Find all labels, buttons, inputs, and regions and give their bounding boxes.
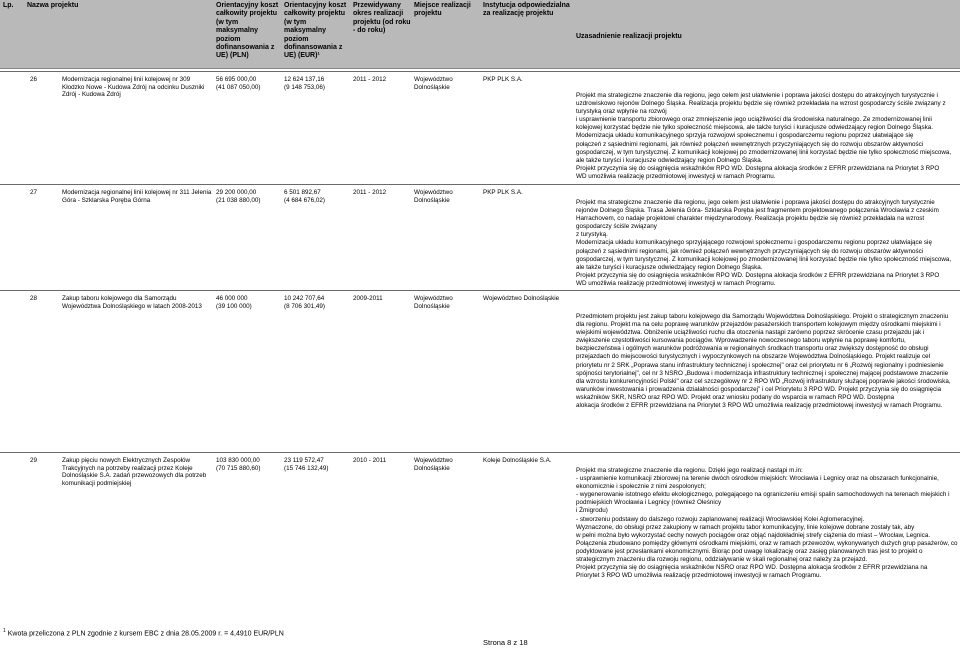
- row-justification: [576, 467, 960, 580]
- row-institution: Koleje Dolnośląskie S.A.: [483, 457, 552, 464]
- justification-line: strategicznym znaczeniu dla rozwoju regionu, oddziaływanie w skali regionalnej oraz należy za przejazd.: [576, 556, 868, 564]
- row-cost-eur: 6 501 892,67 (4 684 676,02): [284, 189, 325, 204]
- justification-line: dla regionu. Projekt ma na celu poprawę warunków przejazdów pasażerskich transportem kolejowym między ośrodkami miejskimi i: [576, 321, 941, 329]
- row-cost-pln: 103 830 000,00 (70 715 880,60): [216, 457, 261, 472]
- justification-line: Wyznaczone, do obsługi przez zakupiony w ramach projektu tabor komunikacyjny, linie kolejowe dobrane zostały tak, aby: [576, 523, 915, 531]
- row-period: 2011 - 2012: [353, 76, 387, 83]
- justification-line: priorytetu nr 2 SRK „Poprawa stanu infrastruktury technicznej i społecznej" oraz cel priorytetu nr 6 „Rozwój regionalny i podniesienie: [576, 361, 944, 369]
- justification-line: gospodarczej, w tym turystycznej. Z komunikacji kolejowej po zmodernizowanej linii korzystać będzie nie tylko społeczność miejscowa,: [576, 148, 952, 156]
- justification-line: połączeń z sąsiednimi regionami, jak również połączeń wewnętrznych przyczyniających się do rozwoju obszarów aktywności: [576, 140, 924, 148]
- row-institution: PKP PLK S.A.: [483, 189, 523, 196]
- row-period: 2011 - 2012: [353, 189, 387, 196]
- row-cost-eur: 10 242 707,64 (8 706 301,49): [284, 295, 325, 310]
- justification-line: Projekt ma strategiczne znaczenie dla regionu, jego celem jest ułatwienie i poprawa jakości dostępu do atrakcyjnych turystycznie: [576, 199, 935, 206]
- justification-line: połączeń z sąsiednimi regionami, jak również połączeń wewnętrznych przyczyniających się do rozwoju obszarów aktywności: [576, 247, 924, 255]
- justification-line: Modernizacja układu komunikacyjnego sprzyja rozwojowi społecznemu i gospodarczemu regionu poprzez ułatwiające się: [576, 132, 914, 140]
- row-institution: Województwo Dolnośląskie: [483, 295, 560, 302]
- justification-line: Harrachovem, co nadaje projektowi charakter międzynarodowy. Realizacja projektu będzie się również przekładała na wzrost: [576, 215, 925, 223]
- row-institution: PKP PLK S.A.: [483, 76, 523, 83]
- table-row: [0, 290, 960, 441]
- row-justification: [576, 92, 960, 181]
- table-row: [0, 184, 960, 287]
- row-period: 2009-2011: [353, 295, 383, 302]
- justification-line: Przedmiotem projektu jest zakup taboru kolejowego dla Samorządu Województwa Dolnośląskiego. Projekt o strategicznym znaczeniu: [576, 313, 949, 320]
- footnote-mark: 1: [3, 628, 6, 634]
- justification-line: gospodarczej, w tym turystycznej. Z komunikacji kolejowej po zmodernizowanej linii korzystać będzie nie tylko społeczność miejscowa,: [576, 255, 952, 263]
- page-number: Strona 8 z 18: [483, 638, 528, 647]
- footnote-text: Kwota przeliczona z PLN zgodnie z kursem EBC z dnia 28.05.2009 r. = 4,4910 EUR/PLN: [7, 630, 284, 638]
- justification-line: turystyką oraz wpłynie na rozwój: [576, 108, 667, 116]
- row-lp: 29: [30, 457, 38, 464]
- header-name: Nazwa projektu: [27, 2, 79, 9]
- justification-line: Modernizacja układu komunikacyjnego sprzyjającego rozwojowi społecznemu i gospodarczemu regionu poprzez ułatwiające się: [576, 239, 932, 247]
- header-cost-pln: Orientacyjny koszt całkowity projektu (w tym maksymalny poziom dofinansowania z UE) (PLN): [216, 2, 279, 60]
- justification-line: gospodarczy ściśle związany: [576, 223, 657, 231]
- header-period: Przewidywany okres realizacji projektu (od roku - do roku): [353, 2, 411, 35]
- justification-line: Projekt ma strategiczne znaczenie dla regionu. Dzięki jego realizacji nastąpi m.in:: [576, 467, 803, 474]
- row-place: Województwo Dolnośląskie: [414, 76, 453, 91]
- table-row: [0, 71, 960, 197]
- justification-line: Projekt przyczynia się do osiągnięcia wskaźników NSRO oraz RPO WD. Dostępna alokacja środków z EFRR przewidziana na: [576, 564, 928, 572]
- row-project-name: Modernizacja regionalnej linii kolejowej nr 309 Kłodzko Nowe - Kudowa Zdrój na odcinku Duszniki Zdrój - Kudowa Zdrój: [62, 76, 205, 99]
- row-justification: [576, 199, 960, 288]
- row-place: Województwo Dolnośląskie: [414, 189, 453, 204]
- justification-line: kolejowej korzystać będzie nie tylko społeczność miejscowa, ale także turyści i kuracjusze odwiedzający region Dolnego Śląska.: [576, 124, 933, 132]
- row-cost-pln: 56 695 000,00 (41 087 050,00): [216, 76, 261, 91]
- row-justification: [576, 313, 960, 410]
- justification-line: alokacja środków z EFRR przewidziana na Priorytet 3 RPO WD umożliwia realizację przedmiotowej inwestycji w ramach Programu.: [576, 402, 943, 410]
- justification-line: Projekt przyczynia się do osiągnięcia wskaźników RPO WD. Dostępna alokacja środków z EFRR przewidziana na Priorytet 3 RPO: [576, 271, 940, 279]
- justification-line: ale także turyści i kuracjusze odwiedzający region Dolnego Śląska.: [576, 263, 763, 271]
- header-lp: Lp.: [3, 2, 14, 9]
- justification-line: WD umożliwia realizację przedmiotowej inwestycji w ramach Programu.: [576, 279, 776, 287]
- table-header: [0, 0, 960, 69]
- table-row: [0, 452, 960, 603]
- justification-line: WD umożliwia realizację przedmiotowej inwestycji w ramach Programu.: [576, 172, 776, 180]
- header-place: Miejsce realizacji projektu: [414, 2, 471, 18]
- row-lp: 28: [30, 295, 38, 302]
- justification-line: - wygenerowanie istotnego efektu ekologicznego, polegającego na ograniczeniu emisji spalin samochodowych na terenach miejskich i: [576, 491, 950, 499]
- row-period: 2010 - 2011: [353, 457, 387, 464]
- justification-line: przejazdach do miejscowości turystycznych i wypoczynkowych na obszarze Województwa Dolnośląskiego. Projekt realizuje cel: [576, 353, 931, 361]
- justification-line: Priorytet 3 RPO WD umożliwia realizację przedmiotowej inwestycji w ramach Programu.: [576, 572, 822, 580]
- justification-line: podmiejskich Wrocławia i Legnicy (również Oleśnicy: [576, 499, 722, 507]
- footnote: [3, 627, 284, 638]
- justification-line: Połączenia zbudowano pomiędzy głównymi ośrodkami miejskimi, oraz w ramach przewozów, wykonywanych dużych grup pasażerów, co: [576, 539, 958, 547]
- justification-line: w pełni można było wykorzystać cechy nowych pociągów oraz objąć najdokładniej strefy ciążenia do miast – Wrocław, Legnica.: [576, 531, 931, 539]
- justification-line: ekonomicznie i społecznie z nimi zespolonych;: [576, 483, 706, 491]
- row-project-name: Modernizacja regionalnej linii kolejowej nr 311 Jelenia Góra - Szklarska Poręba Górna: [62, 189, 212, 204]
- row-lp: 27: [30, 189, 38, 196]
- justification-line: i Żmigrodu): [576, 507, 608, 515]
- justification-line: Projekt przyczynia się do osiągnięcia wskaźników RPO WD. Dostępna alokacja środków z EFRR przewidziana na Priorytet 3 RPO: [576, 164, 940, 172]
- row-cost-pln: 29 200 000,00 (21 038 880,00): [216, 189, 261, 204]
- header-cost-eur: Orientacyjny koszt całkowity projektu (w tym maksymalny poziom dofinansowania z UE) (EUR)¹: [284, 2, 347, 60]
- row-place: Województwo Dolnośląskie: [414, 457, 453, 472]
- justification-line: warunków inwestowania i prowadzenia działalności gospodarczej" i cel Priorytetu 3 RPO WD. Projekt przyczynia się do osiągnięcia: [576, 385, 942, 393]
- row-place: Województwo Dolnośląskie: [414, 295, 453, 310]
- justification-line: spójności terytorialnej", cel nr 3 NSRO „Budowa i modernizacja infrastruktury technicznej i społecznej mającej podstawowe znaczenie: [576, 369, 949, 377]
- justification-line: dla wzrostu konkurencyjności Polski" oraz cel szczegółowy nr 2 RPO WD „Rozwój infrastruktury służącej poprawie jakości środowiska,: [576, 377, 951, 385]
- justification-line: podyktowane jest przesłankami ekonomicznymi. Biorąc pod uwagę lokalizację oraz zasięg planowanych tras jest to projekt o: [576, 547, 923, 555]
- justification-line: rejonów Dolnego Śląska. Trasa Jelenia Góra- Szklarska Poręba jest fragmentem projektowanego połączenia Wrocławia z czeskim: [576, 207, 939, 215]
- justification-line: uzdrowiskowo rejonów Dolnego Śląska. Realizacja projektu będzie się również przekładała na wzrost gospodarczy ściśle związany z: [576, 100, 946, 108]
- justification-line: zwiększenie częstotliwości kursowania pociągów. Wprowadzenie nowoczesnego taboru wpłynie na poprawę komfortu,: [576, 337, 906, 345]
- justification-line: i usprawnienie transportu zbiorowego oraz zmniejszenie jego uciążliwości dla środowiska naturalnego. Ze zmodernizowanej linii: [576, 116, 932, 124]
- row-cost-pln: 46 000 000 (39 100 000): [216, 295, 252, 310]
- justification-line: - stworzeniu podstawy do dalszego rozwoju zaplanowanej realizacji Wrocławskiej Kolei Aglomeracyjnej.: [576, 515, 865, 523]
- row-lp: 26: [30, 76, 38, 83]
- row-cost-eur: 23 119 572,47 (15 746 132,49): [284, 457, 329, 472]
- justification-line: ale także turyści i kuracjusze odwiedzający region Dolnego Śląska.: [576, 156, 763, 164]
- justification-line: wskaźników SKR, NSRO oraz RPO WD. Projekt oraz wniosku podany do wsparcia w ramach RPO WD. Dostępna: [576, 393, 895, 401]
- header-justification: Uzasadnienie realizacji projektu: [576, 33, 682, 40]
- justification-line: z turystyką.: [576, 231, 608, 239]
- row-cost-eur: 12 624 137,16 (9 148 753,06): [284, 76, 325, 91]
- row-project-name: Zakup taboru kolejowego dla Samorządu Województwa Dolnośląskiego w latach 2008-2013: [62, 295, 202, 310]
- justification-line: - usprawnienie komunikacji zbiorowej na terenie dwóch ośrodków miejskich: Wrocławia i Legnicy oraz na obszarach funkcjonalnie,: [576, 475, 939, 483]
- justification-line: wiejskimi województwa. Obniżenie uciążliwości ruchu dla otoczenia nastąpi zarówno poprzez skrócenie czasu przejazdu jak i: [576, 329, 925, 337]
- justification-line: Projekt ma strategiczne znaczenie dla regionu, jego celem jest ułatwienie i poprawa jakości dostępu do atrakcyjnych turystycznie i: [576, 92, 938, 99]
- header-institution: Instytucja odpowiedzialna za realizację projektu: [483, 2, 570, 18]
- row-project-name: Zakup pięciu nowych Elektrycznych Zespołów Trakcyjnych na potrzeby realizacji przez Koleje Dolnośląskie S.A. zadań przewozowych dla potrzeb komunikacji podmiejskiej: [62, 457, 207, 487]
- justification-line: bezpieczeństwa i ogólnych warunków podróżowania w regionalnych środkach transportu oraz zwiększy dostępność do obsługi: [576, 345, 929, 353]
